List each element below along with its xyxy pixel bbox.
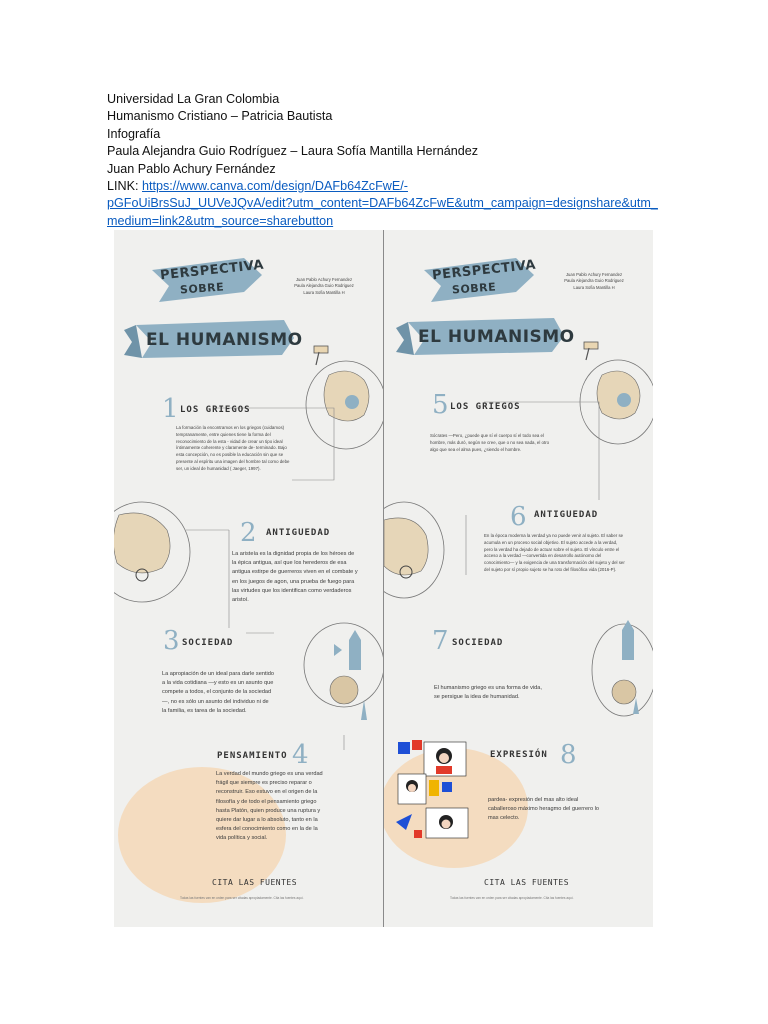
section-1-body: La formación la encontramos en los griegos (cuidamos) tempranamente, entre quienes tiene la forma del reconocimiento de la esta - vidad de crear un tipo ideal íntimamente coherente y claramente de- terminado. Bajo esta concepción, no es posible la educación sin que se presente al espíritu una imagen del hombre tal como debe ser, un ideal de humanidad ( Jaeger, 1997). [176,425,290,471]
author-1-right: Juan Pablo Achury Fernandez [565,272,623,277]
infographic-image [114,230,653,927]
section-number-3: 3 [163,626,180,656]
author-1: Juan Pablo Achury Fernandez [295,277,353,282]
title-el-humanismo-right: EL HUMANISMO [418,327,575,347]
assignment-type: Infografía [107,126,161,141]
section-number-6: 6 [510,502,527,532]
course-name: Humanismo Cristiano – Patricia Bautista [107,109,333,124]
university-name: Universidad La Gran Colombia [107,92,280,106]
canva-link-part-3[interactable]: medium=link2&utm_source=sharebutton [107,213,334,228]
footer-cita-las-fuentes: CITA LAS FUENTES [212,878,298,887]
link-label: LINK: [107,179,142,194]
section-title-antiguedad-right: ANTIGUEDAD [534,510,599,520]
section-7-body: El humanismo griego es una forma de vida, se persigue la idea de humanidad. [434,685,542,701]
hammer-icon-right [584,342,598,349]
infographic-page-left [114,230,383,927]
people-illustration [398,742,410,754]
section-title-los-griegos-right: LOS GRIEGOS [450,402,521,412]
authors-line: Paula Alejandra Guio Rodríguez – Laura Sofía Mantilla Hernández [107,144,479,159]
section-title-sociedad-right: SOCIEDAD [452,638,504,648]
section-title-los-griegos: LOS GRIEGOS [180,405,251,415]
section-8-body: pardea- expresión del mas alto ideal caballeroso máximo heragmo del guerrero lo mas celecto. [488,797,599,822]
section-number-8: 8 [560,740,577,770]
authors-block [274,277,374,296]
section-5-body: Sócrates —Pero, ¿puede que sí el cuerpo sí el todo sea el hombre, más duró, según se cree, que o no sea nada, el otro algo que sea el alma pues, ¿siendo el hombre. [430,433,550,452]
section-6-body: En la época moderna la verdad ya no puede venir al sujeto. El saber se acumula en un proceso social objetivo. El sujeto accede a la verdad, pero la verdad ha dejado de actuar sobre el sujeto. El vínculo entre el acceso a la verdad —convertida en desarrollo autónomo del conocimiento— y la exigencia de una transformación del sujeto y del ser del sujeto por sí propio sujeto se ha roto del filosófica vida (2016-P). [484,533,625,572]
author-2: Paula Alejandra Guio Rodriguez [294,283,354,289]
section-title-antiguedad: ANTIGUEDAD [266,528,331,538]
author-3: Laura Sofia Mantilla H [303,289,345,295]
section-number-1: 1 [162,394,179,424]
authors-block-right [544,272,644,291]
section-2-body: La aristeía es la dignidad propia de los héroes de la épica antigua, así que los herederos de esa antigua estirpe de guerreros viven en el combate y en los juegos de agon, una prueba de fuego para las virtudes que los identifican como verdaderos aristoí. [232,551,358,604]
footer-subtext-right: Todas las fuentes van en orden para ser citadas apropiadamente. Cita las fuentes aquí. [450,896,574,900]
author-2-right: Paula Alejandra Guio Rodriguez [564,278,624,284]
section-3-body: La apropiación de un ideal para darle sentido a la vida cotidiana —y esto es un asunto que compete a todos, el conjunto de la sociedad—, no es sólo un asunto del individuo ni de la familia, es tarea de la sociedad. [162,671,274,714]
section-number-4: 4 [292,740,309,770]
section-4-body: La verdad del mundo griego es una verdad frágil que siempre es preciso reparar o reconstruir. Eso estuvo en el origen de la filosofía y de todo el pensamiento griego hasta Platón, quien produce una ruptura y quiere dar lugar a lo absoluto, tanto en la esfera del conocimiento como en la de la vida política y social. [216,771,323,842]
author-3-right: Laura Sofia Mantilla H [573,284,615,290]
title-perspectiva: PERSPECTIVA [159,257,265,284]
section-number-7: 7 [432,626,449,656]
footer-subtext: Todas las fuentes van en orden para ser citadas apropiadamente. Cita las fuentes aquí. [180,896,304,900]
section-title-expresion: EXPRESIÓN [490,750,548,760]
section-title-pensamiento: PENSAMIENTO [217,751,288,761]
section-number-2: 2 [240,518,257,548]
canva-link-part-2[interactable]: pGFoUiBrsSuJ_UUVeJQvA/edit?utm_content=DAFb64ZcFwE&utm_campaign=designshare&utm_ [107,196,658,211]
title-el-humanismo: EL HUMANISMO [146,330,303,350]
hammer-icon [314,346,328,353]
canva-link-part-1[interactable]: https://www.canva.com/design/DAFb64ZcFwE/- [142,179,408,194]
section-title-sociedad: SOCIEDAD [182,638,234,648]
footer-cita-las-fuentes-right: CITA LAS FUENTES [484,878,570,887]
infographic-page-right [384,230,653,927]
section-number-5: 5 [432,390,449,420]
title-perspectiva-right: PERSPECTIVA [431,257,537,284]
title-sobre-right: SOBRE [451,280,497,297]
document-header [107,91,667,230]
author-line-2: Juan Pablo Achury Fernández [107,161,276,176]
title-sobre: SOBRE [179,280,225,297]
